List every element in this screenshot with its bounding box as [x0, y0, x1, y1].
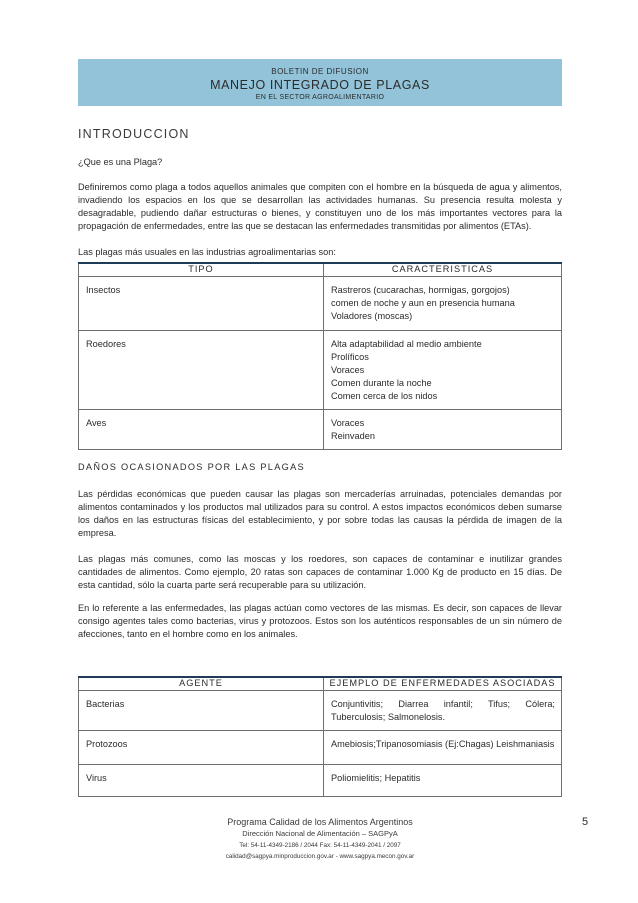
table-row — [79, 330, 562, 409]
pest-type-cell: Roedores — [79, 330, 324, 409]
bulletin-subtitle: EN EL SECTOR AGROALIMENTARIO — [255, 94, 385, 101]
page-number: 5 — [582, 816, 589, 828]
agents-header-examples: EJEMPLO DE ENFERMEDADES ASOCIADAS — [324, 677, 562, 690]
agent-cell: Bacterias — [79, 690, 324, 730]
bulletin-title: MANEJO INTEGRADO DE PLAGAS — [210, 78, 430, 92]
table-row — [79, 409, 562, 449]
pests-table-header-row — [79, 263, 562, 276]
disease-example-cell: Conjuntivitis; Diarrea infantil; Tifus; Cólera; Tuberculosis; Salmonelosis. — [324, 690, 562, 730]
usual-pests-intro: Las plagas más usuales en las industrias agroalimentarias son: — [78, 247, 336, 257]
pest-trait: Alta adaptabilidad al medio ambiente — [331, 338, 482, 349]
pest-traits-cell — [324, 409, 562, 449]
table-row — [79, 276, 562, 330]
agents-table-header-row — [79, 677, 562, 690]
pest-trait: Voraces — [331, 417, 365, 428]
footer-program: Programa Calidad de los Alimentos Argentinos — [227, 817, 413, 827]
page-footer — [200, 816, 440, 862]
intro-heading: INTRODUCCION — [78, 127, 190, 141]
table-row — [79, 730, 562, 764]
pest-traits-cell — [324, 330, 562, 409]
pest-traits-cell — [324, 276, 562, 330]
pest-trait: Prolíficos — [331, 351, 369, 362]
pests-table — [78, 262, 562, 450]
pest-trait: comen de noche y aun en presencia humana — [331, 297, 515, 308]
agent-cell: Virus — [79, 764, 324, 796]
damages-paragraph-1: Las pérdidas económicas que pueden causar las plagas son mercaderías arruinadas, potenciales demandas por alimentos contaminados y los productos mal utilizados para su control. A estos impactos económicos deben sumarse los daños en las estructuras físicas del establecimiento, y por sobre todas las causas la pérdida de imagen de la empresa. — [78, 489, 562, 538]
bulletin-header-band — [78, 59, 562, 106]
pest-type-cell: Insectos — [79, 276, 324, 330]
bulletin-supertitle: BOLETIN DE DIFUSION — [271, 67, 369, 76]
agent-cell: Protozoos — [79, 730, 324, 764]
damages-paragraph-3: En lo referente a las enfermedades, las plagas actúan como vectores de las mismas. Es decir, son capaces de llevar consigo agentes tales como bacterias, virus y protozoos. Estos son los auténticos responsables de un sin número de afecciones, tanto en el hombre como en los animales. — [78, 603, 562, 639]
pest-trait: Reinvaden — [331, 430, 375, 441]
pest-trait: Voraces — [331, 364, 365, 375]
damages-paragraph-2: Las plagas más comunes, como las moscas y los roedores, son capaces de contaminar e inutilizar grandes cantidades de alimentos. Como ejemplo, 20 ratas son capaces de contaminar 1.000 Kg de producto en 15 días. De esta cantidad, sólo la cuarta parte será recuperable para su utilización. — [78, 554, 562, 590]
pest-trait: Comen cerca de los nidos — [331, 390, 438, 401]
disease-example-cell: Amebiosis;Tripanosomiasis (Ej:Chagas) Leishmaniasis — [324, 730, 562, 764]
damages-heading: DAÑOS OCASIONADOS POR LAS PLAGAS — [78, 462, 305, 472]
disease-example-cell: Poliomielitis; Hepatitis — [324, 764, 562, 796]
intro-definition-paragraph: Definiremos como plaga a todos aquellos animales que compiten con el hombre en la búsqueda de agua y alimentos, invadiendo los espacios en los que se desarrollan las actividades humanas. Su presencia resulta molesta y desagradable, pudiendo dañar estructuras o bienes, y constituyen uno de los más importantes vectores para la propagación de enfermedades, entre las que se destacan las enfermedades transmitidas por alimentos (ETAs). — [78, 182, 562, 231]
footer-phones: Tel: 54-11-4349-2186 / 2044 Fax: 54-11-4349-2041 / 2097 — [239, 842, 401, 849]
footer-contact: calidad@sagpya.minproduccion.gov.ar - www.sagpya.mecon.gov.ar — [225, 853, 415, 860]
pest-trait: Comen durante la noche — [331, 377, 432, 388]
agents-header-agent: AGENTE — [79, 677, 324, 690]
pests-header-characteristics: CARACTERISTICAS — [324, 263, 562, 276]
pest-trait: Voladores (moscas) — [331, 310, 413, 321]
table-row — [79, 764, 562, 796]
pests-header-type: TIPO — [79, 263, 324, 276]
intro-question: ¿Que es una Plaga? — [78, 157, 163, 167]
footer-direction: Dirección Nacional de Alimentación – SAGPyA — [242, 829, 398, 838]
table-row — [79, 690, 562, 730]
agents-table — [78, 676, 562, 797]
pest-type-cell: Aves — [79, 409, 324, 449]
pest-trait: Rastreros (cucarachas, hormigas, gorgojos) — [331, 284, 510, 295]
